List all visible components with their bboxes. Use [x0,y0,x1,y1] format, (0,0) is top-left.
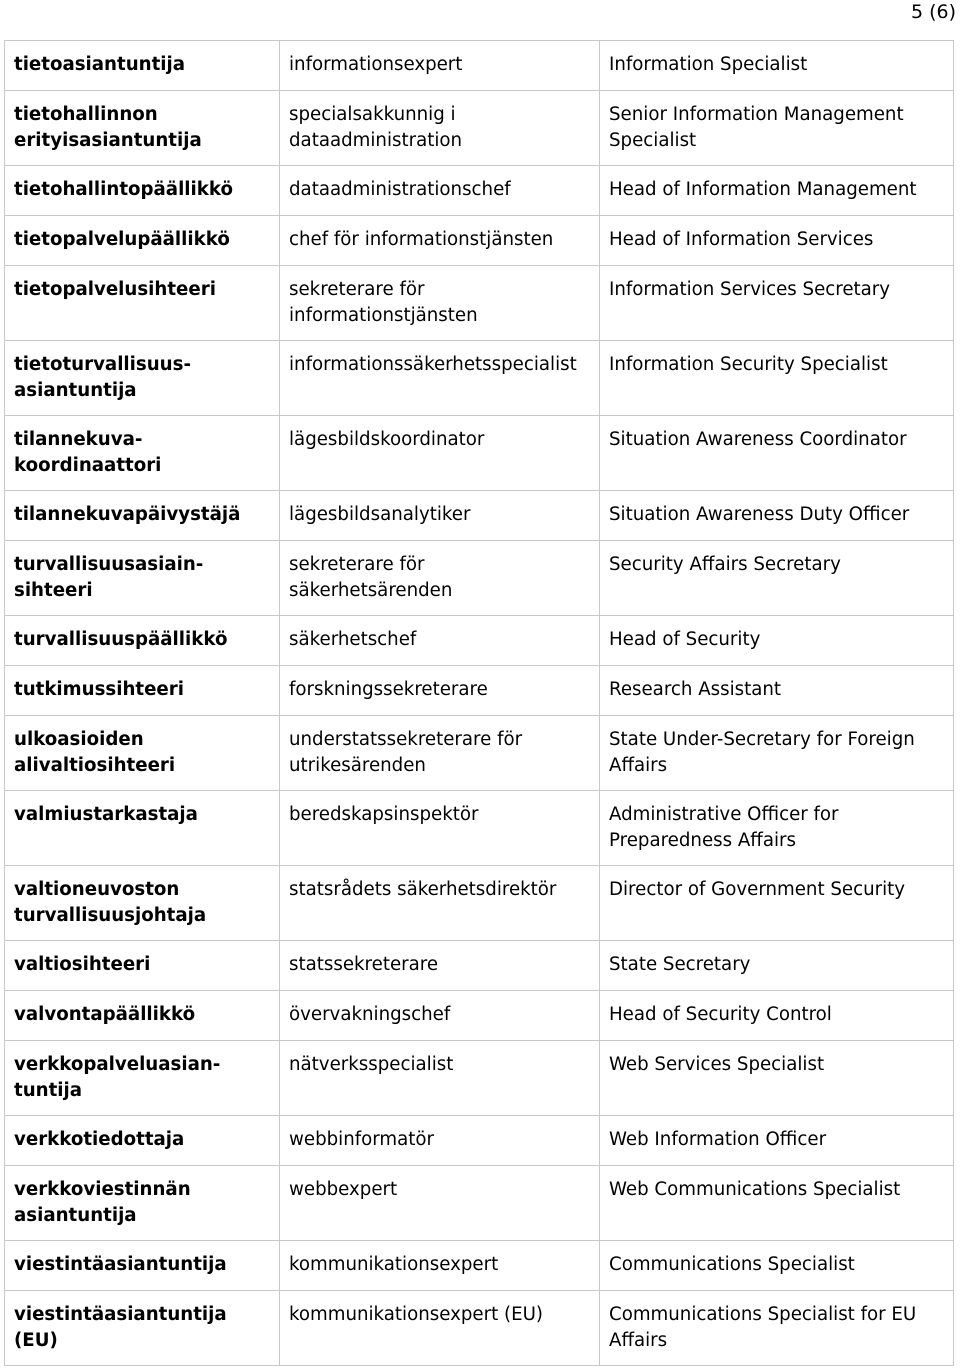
table-row [5,941,954,991]
english-term-cell [600,666,954,716]
table-row [5,716,954,791]
finnish-term-line: tietopalvelupäällikkö [14,229,230,250]
english-term-cell [600,866,954,941]
finnish-term-cell [5,1241,280,1291]
swedish-term-line: dataadministration [289,130,463,151]
english-term-cell [600,1166,954,1241]
swedish-term-line: beredskapsinspektör [289,804,479,825]
english-term-line: Administrative Officer for [609,804,839,825]
english-term-line: Information Security Specialist [609,354,888,375]
finnish-term-line: tilannekuvapäivystäjä [14,504,241,525]
finnish-term-cell [5,41,280,91]
table-row [5,866,954,941]
swedish-term-line: informationstjänsten [289,305,478,326]
swedish-term-cell [280,616,600,666]
finnish-term-line: (EU) [14,1330,58,1351]
swedish-term-line: specialsakkunnig i [289,104,456,125]
table-row [5,541,954,616]
english-term-line: Situation Awareness Coordinator [609,429,907,450]
finnish-term-line: verkkopalveluasian- [14,1054,221,1075]
swedish-term-line: säkerhetsärenden [289,580,453,601]
swedish-term-line: sekreterare för [289,279,425,300]
swedish-term-cell [280,1241,600,1291]
english-term-cell [600,1116,954,1166]
english-term-cell [600,616,954,666]
english-term-cell [600,216,954,266]
swedish-term-cell [280,166,600,216]
finnish-term-cell [5,791,280,866]
english-term-line: Head of Information Services [609,229,874,250]
finnish-term-line: valvontapäällikkö [14,1004,196,1025]
terminology-table [4,40,954,1366]
terminology-table-body [5,41,954,1366]
english-term-cell [600,1241,954,1291]
finnish-term-line: turvallisuusjohtaja [14,905,207,926]
swedish-term-cell [280,941,600,991]
swedish-term-line: sekreterare för [289,554,425,575]
finnish-term-line: koordinaattori [14,455,162,476]
finnish-term-line: verkkoviestinnän [14,1179,191,1200]
table-row [5,616,954,666]
english-term-line: Security Affairs Secretary [609,554,841,575]
english-term-line: Communications Specialist [609,1254,855,1275]
finnish-term-cell [5,941,280,991]
english-term-line: Affairs [609,755,668,776]
swedish-term-line: informationssäkerhetsspecialist [289,354,577,375]
english-term-cell [600,941,954,991]
finnish-term-cell [5,716,280,791]
english-term-line: State Under-Secretary for Foreign [609,729,915,750]
finnish-term-cell [5,616,280,666]
english-term-line: Web Information Officer [609,1129,827,1150]
finnish-term-cell [5,216,280,266]
finnish-term-line: tietoturvallisuus- [14,354,191,375]
finnish-term-line: valtioneuvoston [14,879,180,900]
english-term-line: Information Services Secretary [609,279,891,300]
swedish-term-cell [280,491,600,541]
english-term-line: Web Services Specialist [609,1054,825,1075]
english-term-cell [600,1041,954,1116]
table-row [5,266,954,341]
swedish-term-cell [280,266,600,341]
english-term-line: Web Communications Specialist [609,1179,901,1200]
finnish-term-line: asiantuntija [14,380,137,401]
swedish-term-cell [280,541,600,616]
english-term-line: Affairs [609,1330,668,1351]
swedish-term-line: lägesbildsanalytiker [289,504,471,525]
finnish-term-line: tietohallintopäällikkö [14,179,233,200]
swedish-term-cell [280,216,600,266]
finnish-term-line: verkkotiedottaja [14,1129,185,1150]
finnish-term-line: tutkimussihteeri [14,679,184,700]
finnish-term-cell [5,416,280,491]
english-term-line: Situation Awareness Duty Officer [609,504,910,525]
finnish-term-line: ulkoasioiden [14,729,144,750]
table-row [5,216,954,266]
swedish-term-line: lägesbildskoordinator [289,429,485,450]
english-term-cell [600,416,954,491]
english-term-line: State Secretary [609,954,751,975]
swedish-term-line: nätverksspecialist [289,1054,454,1075]
finnish-term-cell [5,866,280,941]
english-term-cell [600,491,954,541]
table-row [5,1116,954,1166]
english-term-cell [600,991,954,1041]
table-row [5,91,954,166]
swedish-term-line: utrikesärenden [289,755,426,776]
table-row [5,666,954,716]
swedish-term-cell [280,91,600,166]
finnish-term-line: turvallisuuspäällikkö [14,629,228,650]
swedish-term-line: forskningssekreterare [289,679,488,700]
page-number: 5 (6) [910,1,956,23]
table-row [5,491,954,541]
table-row [5,791,954,866]
table-row [5,1291,954,1366]
finnish-term-line: viestintäasiantuntija [14,1304,227,1325]
swedish-term-cell [280,1166,600,1241]
swedish-term-cell [280,991,600,1041]
finnish-term-line: alivaltiosihteeri [14,755,176,776]
english-term-cell [600,1291,954,1366]
table-row [5,1241,954,1291]
finnish-term-cell [5,266,280,341]
table-row [5,166,954,216]
finnish-term-line: viestintäasiantuntija [14,1254,227,1275]
swedish-term-cell [280,791,600,866]
table-row [5,1041,954,1116]
english-term-line: Information Specialist [609,54,808,75]
english-term-line: Director of Government Security [609,879,906,900]
swedish-term-line: statsrådets säkerhetsdirektör [289,879,557,900]
swedish-term-line: understatssekreterare för [289,729,523,750]
english-term-cell [600,91,954,166]
english-term-cell [600,166,954,216]
swedish-term-line: dataadministrationschef [289,179,511,200]
english-term-cell [600,541,954,616]
table-row [5,991,954,1041]
english-term-line: Communications Specialist for EU [609,1304,917,1325]
finnish-term-cell [5,991,280,1041]
finnish-term-cell [5,1041,280,1116]
english-term-line: Preparedness Affairs [609,830,796,851]
english-term-line: Head of Security [609,629,761,650]
english-term-cell [600,266,954,341]
swedish-term-line: webbinformatör [289,1129,435,1150]
english-term-cell [600,41,954,91]
finnish-term-line: erityisasiantuntija [14,130,202,151]
finnish-term-cell [5,1291,280,1366]
english-term-line: Head of Information Management [609,179,917,200]
finnish-term-line: tuntija [14,1080,83,1101]
swedish-term-line: kommunikationsexpert (EU) [289,1304,543,1325]
finnish-term-line: tietoasiantuntija [14,54,186,75]
swedish-term-cell [280,1291,600,1366]
english-term-cell [600,341,954,416]
swedish-term-cell [280,716,600,791]
finnish-term-line: valtiosihteeri [14,954,151,975]
english-term-line: Specialist [609,130,697,151]
finnish-term-line: tietohallinnon [14,104,158,125]
swedish-term-line: webbexpert [289,1179,398,1200]
swedish-term-cell [280,416,600,491]
swedish-term-cell [280,1041,600,1116]
swedish-term-cell [280,866,600,941]
swedish-term-cell [280,341,600,416]
table-row [5,41,954,91]
swedish-term-cell [280,666,600,716]
finnish-term-cell [5,541,280,616]
swedish-term-line: kommunikationsexpert [289,1254,499,1275]
finnish-term-line: valmiustarkastaja [14,804,198,825]
english-term-cell [600,716,954,791]
finnish-term-cell [5,166,280,216]
finnish-term-cell [5,1116,280,1166]
swedish-term-line: chef för informationstjänsten [289,229,554,250]
english-term-line: Research Assistant [609,679,782,700]
swedish-term-line: säkerhetschef [289,629,417,650]
swedish-term-line: informationsexpert [289,54,463,75]
table-row [5,416,954,491]
english-term-cell [600,791,954,866]
swedish-term-line: statssekreterare [289,954,439,975]
finnish-term-line: turvallisuusasiain- [14,554,204,575]
english-term-line: Head of Security Control [609,1004,832,1025]
table-row [5,341,954,416]
finnish-term-line: sihteeri [14,580,93,601]
finnish-term-cell [5,666,280,716]
finnish-term-cell [5,341,280,416]
english-term-line: Senior Information Management [609,104,904,125]
swedish-term-cell [280,41,600,91]
finnish-term-cell [5,1166,280,1241]
swedish-term-cell [280,1116,600,1166]
finnish-term-cell [5,491,280,541]
finnish-term-line: tietopalvelusihteeri [14,279,216,300]
finnish-term-cell [5,91,280,166]
finnish-term-line: asiantuntija [14,1205,137,1226]
finnish-term-line: tilannekuva- [14,429,143,450]
table-row [5,1166,954,1241]
swedish-term-line: övervakningschef [289,1004,451,1025]
